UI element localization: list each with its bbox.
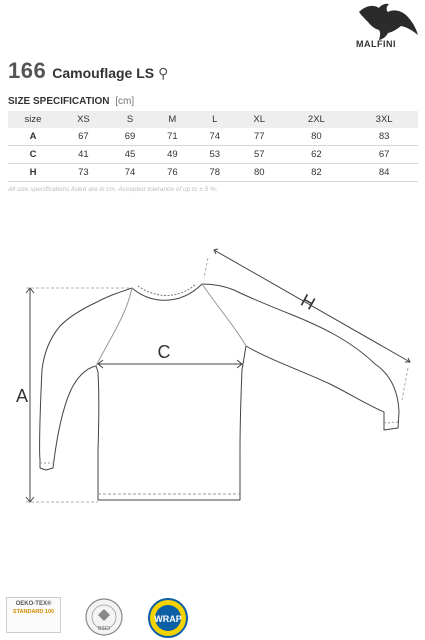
long-sleeve-shirt-icon [0,220,425,590]
measure-label-c: C [157,342,171,362]
spec-heading [8,96,134,107]
table-cell: 57 [236,146,283,164]
unisex-icon: ⚲ [158,65,169,81]
table-cell: 77 [236,128,283,146]
table-cell: 74 [194,128,236,146]
size-header-row [8,111,418,128]
table-row [8,128,418,146]
table-cell: 71 [151,128,193,146]
wrap-icon [146,597,190,639]
size-col-header: XL [236,111,283,128]
tolerance-note: All size specifications listed are in cm. Accepted tolerance of up to ± 5 %. [8,186,218,193]
oeko-tex-standard: STANDARD 100 [12,609,55,615]
bsci-icon [84,597,124,637]
row-label: C [8,146,58,164]
measure-label-a: A [15,386,29,406]
size-header-label: size [8,111,58,128]
table-cell: 84 [350,164,418,182]
table-row [8,164,418,182]
bsci-label: BSCI [98,626,110,632]
size-col-header: 2XL [283,111,351,128]
size-col-header: XS [58,111,109,128]
product-title [8,58,168,84]
wrap-label: WRAP [154,614,182,624]
spec-title: SIZE SPECIFICATION [8,96,110,107]
table-cell: 67 [350,146,418,164]
table-cell: 76 [151,164,193,182]
row-label: H [8,164,58,182]
table-row [8,146,418,164]
product-code: 166 [8,58,47,83]
table-cell: 49 [151,146,193,164]
table-cell: 73 [58,164,109,182]
table-cell: 83 [350,128,418,146]
size-col-header: S [109,111,151,128]
size-col-header: 3XL [350,111,418,128]
eagle-icon [355,2,421,42]
table-cell: 82 [283,164,351,182]
size-col-header: M [151,111,193,128]
table-cell: 69 [109,128,151,146]
table-cell: 41 [58,146,109,164]
table-cell: 53 [194,146,236,164]
table-cell: 67 [58,128,109,146]
table-cell: 74 [109,164,151,182]
measure-label-h: H [297,290,319,314]
table-cell: 80 [283,128,351,146]
brand-name: MALFINI [356,39,396,49]
size-col-header: L [194,111,236,128]
product-name: Camouflage LS [52,65,155,81]
table-cell: 45 [109,146,151,164]
oeko-tex-name: OEKO-TEX® [15,601,52,607]
table-cell: 78 [194,164,236,182]
size-table [8,111,418,182]
table-cell: 62 [283,146,351,164]
table-cell: 80 [236,164,283,182]
row-label: A [8,128,58,146]
oeko-tex-icon [6,597,61,633]
spec-unit: [cm] [115,96,135,107]
